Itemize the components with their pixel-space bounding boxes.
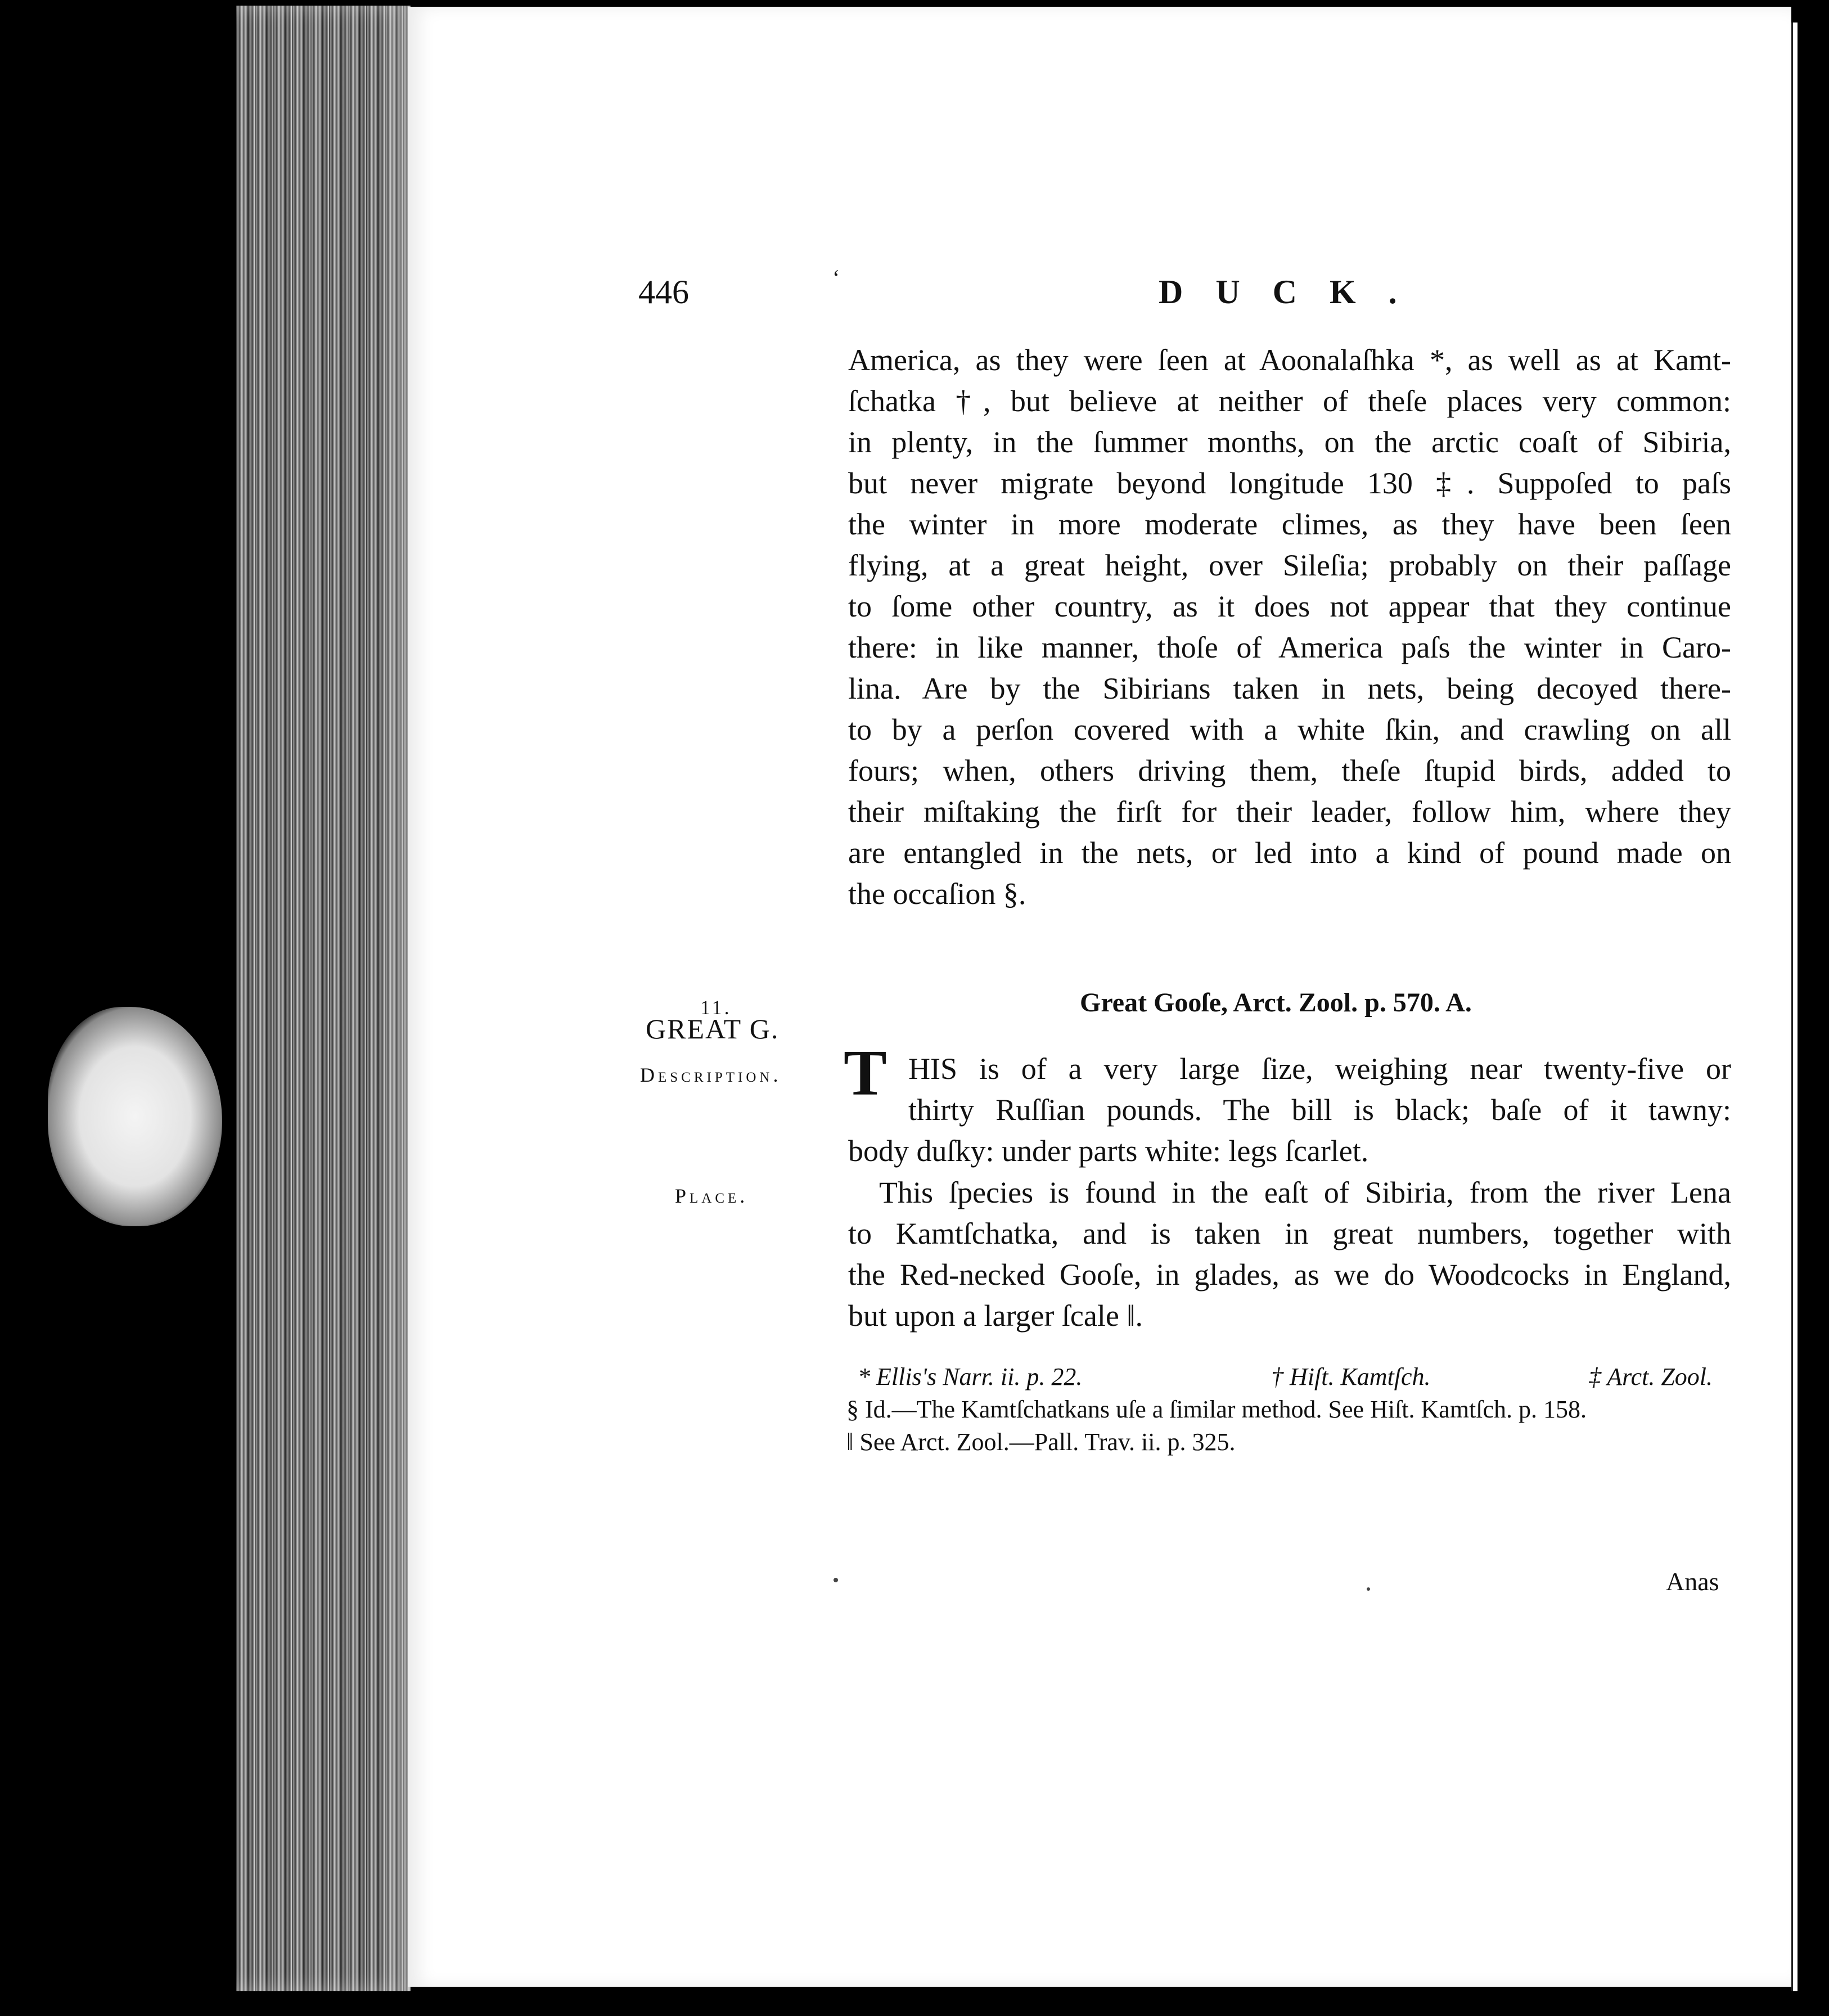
body-line: lina. Are by the Sibirians taken in nets, being decoyed there- — [848, 672, 1731, 705]
place-label: Place. — [675, 1185, 749, 1207]
body-line: fours; when, others driving them, theſe ſtupid birds, added to — [848, 754, 1731, 788]
body-line: their miſtaking the firſt for their leader, follow him, where they — [848, 795, 1731, 829]
body-line: the winter in more moderate climes, as they have been ſeen — [848, 507, 1731, 541]
footnote: ‡ Arct. Zool. — [1589, 1363, 1713, 1390]
catchword: Anas — [1666, 1567, 1719, 1596]
ink-speck — [1367, 1587, 1370, 1591]
page-edge — [1791, 22, 1798, 1991]
footnote: † Hiſt. Kamtſch. — [1271, 1363, 1431, 1390]
place-line: the Red-necked Gooſe, in glades, as we do Woodcocks in England, — [848, 1258, 1731, 1292]
body-line: flying, at a great height, over Sileſia; probably on their paſſage — [848, 548, 1731, 582]
species-number: 11. — [700, 996, 732, 1019]
body-line: to ſome other country, as it does not appear that they continue — [848, 590, 1731, 623]
description-line: thirty Ruſſian pounds. The bill is black; baſe of it tawny: — [908, 1093, 1731, 1127]
footnote: ‖ See Arct. Zool.—Pall. Trav. ii. p. 325. — [846, 1428, 1236, 1456]
description-label: Description. — [640, 1064, 782, 1086]
species-heading: Great Gooſe, Arct. Zool. p. 570. A. — [1080, 988, 1472, 1018]
description-line: HIS is of a very large ſize, weighing near twenty-five or — [908, 1052, 1731, 1086]
body-line: ſchatka †, but believe at neither of theſe places very common: — [848, 384, 1731, 418]
body-line: the occaſion §. — [848, 877, 1026, 911]
place-line: to Kamtſchatka, and is taken in great numbers, together with — [848, 1217, 1731, 1250]
body-line: are entangled in the nets, or led into a kind of pound made on — [848, 836, 1731, 870]
body-line: but never migrate beyond longitude 130 ‡. Suppoſed to paſs — [848, 466, 1731, 500]
footnote: * Ellis's Narr. ii. p. 22. — [858, 1363, 1083, 1390]
body-line: there: in like manner, thoſe of America paſs the winter in Caro- — [848, 631, 1731, 664]
body-line: in plenty, in the ſummer months, on the arctic coaſt of Sibiria, — [848, 425, 1731, 459]
footnote: § Id.—The Kamtſchatkans uſe a ſimilar method. See Hiſt. Kamtſch. p. 158. — [846, 1396, 1587, 1423]
drop-cap: T — [844, 1037, 887, 1109]
page-number: 446 — [638, 273, 689, 310]
paper-stain — [48, 1007, 222, 1226]
species-margin-name: GREAT G. — [646, 1013, 780, 1045]
ink-speck — [834, 1578, 838, 1582]
running-head: DUCK. — [1159, 273, 1430, 310]
book-binding-edge — [236, 6, 411, 1991]
print-mark: ‘ — [832, 265, 840, 290]
description-line: body duſky: under parts white: legs ſcarlet. — [848, 1134, 1369, 1168]
body-line: America, as they were ſeen at Aoonalaſhka *, as well as at Kamt- — [848, 343, 1731, 377]
place-line: This ſpecies is found in the eaſt of Sibiria, from the river Lena — [879, 1176, 1731, 1209]
body-line: to by a perſon covered with a white ſkin, and crawling on all — [848, 713, 1731, 746]
place-line: but upon a larger ſcale ‖. — [848, 1299, 1143, 1333]
